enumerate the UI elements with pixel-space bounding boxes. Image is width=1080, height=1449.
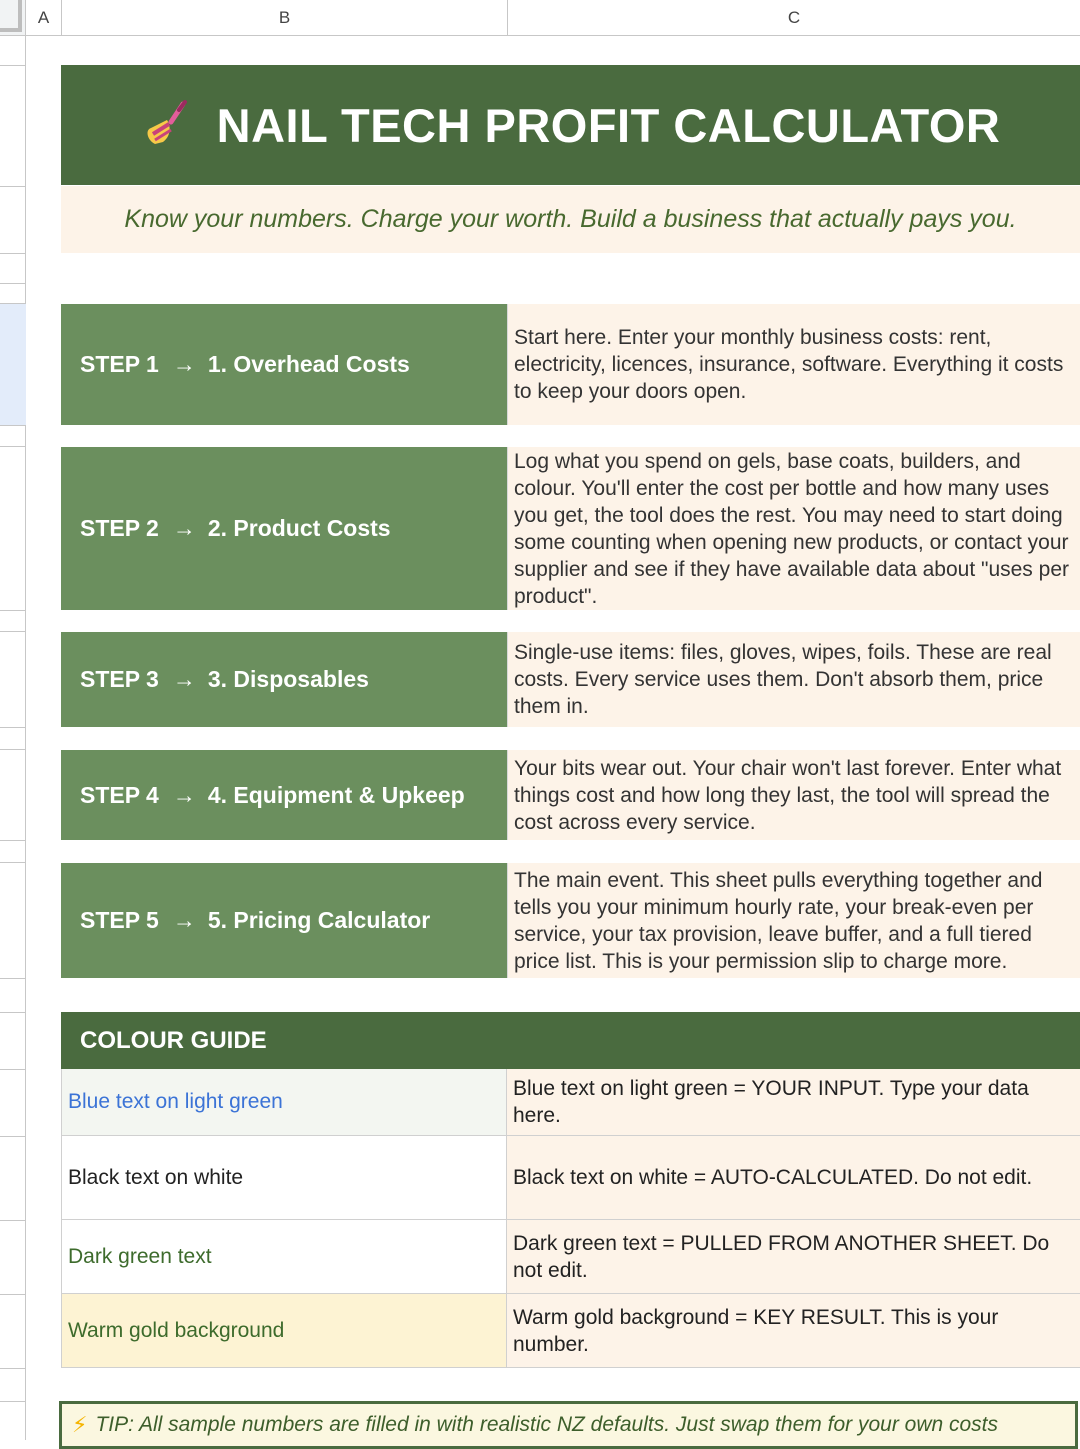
row-divider [0, 1136, 26, 1137]
step-description: Log what you spend on gels, base coats, builders, and colour. You'll enter the cost per bottle and how many uses you get, the tool does the rest. You may need to start doing some counting when opening new products, or contact your supplier and see if they have available data about "uses per product". [514, 449, 1069, 608]
step-description-cell[interactable] [507, 447, 1080, 610]
row-divider [0, 425, 26, 426]
step-number: STEP 3 [80, 666, 159, 692]
colour-guide-header[interactable] [61, 1012, 1080, 1069]
colour-guide-label: Blue text on light green [68, 1090, 283, 1113]
row-divider [0, 303, 26, 304]
step-description: The main event. This sheet pulls everything together and tells you your minimum hourly rate, your break-even per service, your tax provision, leave buffer, and a full tiered price list. This is your permission slip to charge more. [514, 868, 1043, 973]
column-b-label: B [278, 7, 291, 27]
subtitle-cell[interactable] [61, 186, 1080, 253]
column-header-c[interactable] [508, 0, 1080, 36]
column-a-label: A [37, 7, 50, 27]
colour-guide-title: COLOUR GUIDE [80, 1026, 267, 1054]
selected-row-highlight [0, 303, 26, 425]
row-divider [0, 65, 26, 66]
step-description: Single-use items: files, gloves, wipes, foils. These are real costs. Every service uses them. Don't absorb them, price them in. [514, 641, 1052, 718]
row-divider [0, 840, 26, 841]
arrow-icon: → [172, 907, 196, 933]
colour-guide-meaning-cell[interactable] [507, 1136, 1080, 1219]
title-banner[interactable] [61, 65, 1080, 185]
step-label-cell[interactable] [61, 863, 507, 978]
column-c-label: C [787, 7, 801, 27]
row-divider [0, 283, 26, 284]
colour-guide-sample-cell[interactable] [61, 1136, 507, 1219]
step-name: 1. Overhead Costs [207, 351, 410, 377]
step-name: 2. Product Costs [207, 515, 391, 541]
row-divider [0, 749, 26, 750]
row-divider [0, 1220, 26, 1221]
colour-guide-label: Dark green text [68, 1244, 212, 1268]
row-divider [0, 446, 26, 447]
colour-guide-meaning: Dark green text = PULLED FROM ANOTHER SHEET. Do not edit. [513, 1231, 1050, 1282]
colour-guide-row[interactable] [61, 1069, 1080, 1136]
colour-guide-row[interactable] [61, 1136, 1080, 1220]
row-divider [0, 978, 26, 979]
row-header-gutter[interactable] [0, 36, 26, 1440]
colour-guide-label: Warm gold background [68, 1318, 285, 1342]
row-divider [0, 1401, 26, 1402]
row-divider [0, 1368, 26, 1369]
arrow-icon: → [172, 515, 196, 541]
step-description-cell[interactable] [507, 750, 1080, 840]
step-number: STEP 1 [80, 351, 159, 377]
step-name: 5. Pricing Calculator [207, 907, 431, 933]
lightning-icon: ⚡ [72, 1412, 88, 1437]
colour-guide-row[interactable] [61, 1294, 1080, 1368]
row-divider [0, 862, 26, 863]
colour-guide-meaning: Black text on white = AUTO-CALCULATED. Do not edit. [513, 1166, 1033, 1189]
arrow-icon: → [172, 781, 196, 808]
arrow-icon: → [172, 351, 196, 377]
tip-banner[interactable] [59, 1401, 1078, 1449]
step-row[interactable] [61, 863, 1080, 978]
step-description-cell[interactable] [507, 632, 1080, 727]
column-header-a[interactable] [26, 0, 62, 36]
step-label-cell[interactable] [61, 632, 507, 727]
subtitle-text: Know your numbers. Charge your worth. Build a business that actually pays you. [124, 205, 1017, 233]
step-row[interactable] [61, 447, 1080, 610]
step-number: STEP 2 [80, 515, 159, 541]
tip-text: TIP: All sample numbers are filled in with realistic NZ defaults. Just swap them for your own costs [95, 1413, 999, 1436]
colour-guide-meaning: Blue text on light green = YOUR INPUT. Type your data here. [513, 1077, 1029, 1127]
step-number: STEP 5 [80, 907, 159, 933]
colour-guide-meaning-cell[interactable] [507, 1294, 1080, 1367]
column-header-b[interactable] [62, 0, 508, 36]
select-all-corner[interactable] [0, 0, 26, 36]
colour-guide-sample-cell[interactable] [61, 1294, 507, 1367]
row-divider [0, 186, 26, 187]
step-description: Start here. Enter your monthly business costs: rent, electricity, licences, insurance, software. Everything it costs to keep your doors open. [514, 326, 1064, 403]
row-divider [0, 253, 26, 254]
step-name: 3. Disposables [207, 666, 369, 692]
colour-guide-meaning-cell[interactable] [507, 1220, 1080, 1293]
step-row[interactable] [61, 304, 1080, 425]
step-row[interactable] [61, 750, 1080, 840]
colour-guide-meaning-cell[interactable] [507, 1069, 1080, 1135]
step-label-cell[interactable] [61, 447, 507, 610]
colour-guide-sample-cell[interactable] [61, 1220, 507, 1293]
row-divider [0, 727, 26, 728]
row-divider [0, 1069, 26, 1070]
step-label-cell[interactable] [61, 750, 507, 840]
step-number: STEP 4 [80, 781, 159, 808]
step-name: 4. Equipment & Upkeep [207, 781, 465, 808]
step-description: Your bits wear out. Your chair won't last forever. Enter what things cost and how long they last, the tool will spread the cost across every service. [514, 756, 1062, 834]
step-row[interactable] [61, 632, 1080, 727]
colour-guide-label: Black text on white [68, 1165, 244, 1189]
colour-guide-meaning: Warm gold background = KEY RESULT. This is your number. [513, 1305, 999, 1356]
step-description-cell[interactable] [507, 304, 1080, 425]
row-divider [0, 1294, 26, 1295]
corner-box [0, 0, 22, 32]
colour-guide-row[interactable] [61, 1220, 1080, 1294]
colour-guide-sample-cell[interactable] [61, 1069, 507, 1135]
nail-polish-icon [141, 100, 191, 150]
row-divider [0, 1012, 26, 1013]
step-description-cell[interactable] [507, 863, 1080, 978]
row-divider [0, 610, 26, 611]
step-label-cell[interactable] [61, 304, 507, 425]
page-title: NAIL TECH PROFIT CALCULATOR [216, 98, 1001, 152]
arrow-icon: → [172, 666, 196, 692]
row-divider [0, 631, 26, 632]
